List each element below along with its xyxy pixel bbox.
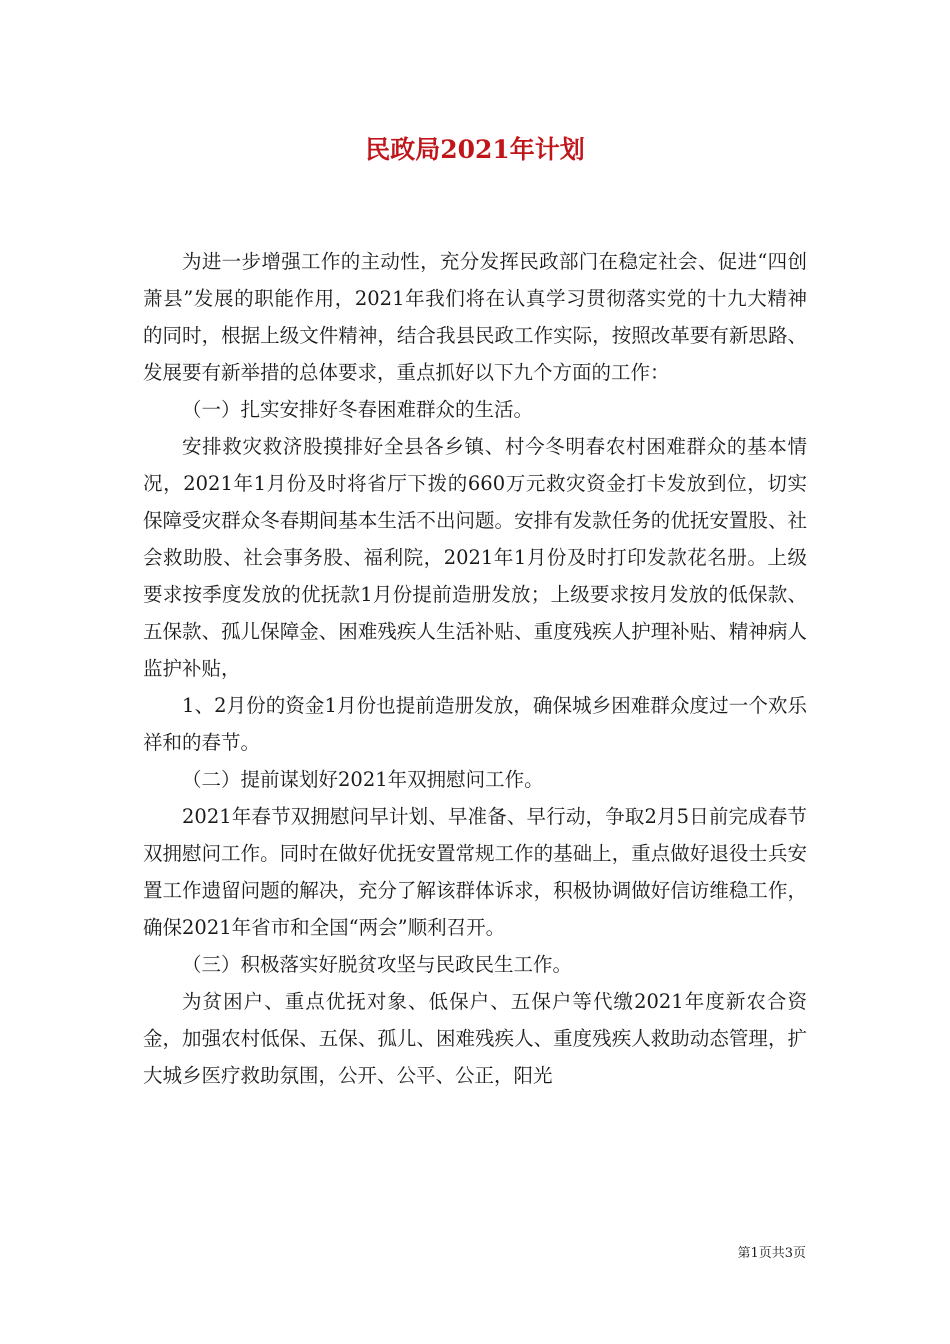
page-number: 第1页共3页 — [737, 1246, 806, 1261]
document-body — [143, 243, 807, 1094]
section-3-paragraph: 为贫困户、重点优抚对象、低保户、五保户等代缴2021年度新农合资金，加强农村低保、五保、孤儿、困难残疾人、重度残疾人救助动态管理，扩大城乡医疗救助氛围，公开、公平、公正，阳光 — [143, 990, 807, 1087]
section-heading-1: （一）扎实安排好冬春困难群众的生活。 — [182, 398, 534, 421]
section-heading-2: （二）提前谋划好2021年双拥慰问工作。 — [182, 768, 544, 791]
section-1-paragraph-continued: 1、2月份的资金1月份也提前造册发放，确保城乡困难群众度过一个欢乐祥和的春节。 — [143, 694, 807, 754]
section-heading-3: （三）积极落实好脱贫攻坚与民政民生工作。 — [182, 953, 573, 976]
intro-paragraph: 为进一步增强工作的主动性，充分发挥民政部门在稳定社会、促进“四创萧县”发展的职能作用，2021年我们将在认真学习贯彻落实党的十九大精神的同时，根据上级文件精神，结合我县民政工作实际，按照改革要有新思路、发展要有新举措的总体要求，重点抓好以下九个方面的工作： — [143, 250, 807, 384]
document-title: 民政局2021年计划 — [365, 135, 585, 164]
section-1-paragraph: 安排救灾救济股摸排好全县各乡镇、村今冬明春农村困难群众的基本情况，2021年1月份及时将省厅下拨的660万元救灾资金打卡发放到位，切实保障受灾群众冬春期间基本生活不出问题。安排有发款任务的优抚安置股、社会救助股、社会事务股、福利院，2021年1月份及时打印发款花名册。上级要求按季度发放的优抚款1月份提前造册发放；上级要求按月发放的低保款、五保款、孤儿保障金、困难残疾人生活补贴、重度残疾人护理补贴、精神病人监护补贴， — [143, 435, 807, 680]
section-2-paragraph: 2021年春节双拥慰问早计划、早准备、早行动，争取2月5日前完成春节双拥慰问工作。同时在做好优抚安置常规工作的基础上，重点做好退役士兵安置工作遗留问题的解决，充分了解该群体诉求，积极协调做好信访维稳工作，确保2021年省市和全国“两会”顺利召开。 — [143, 805, 807, 939]
